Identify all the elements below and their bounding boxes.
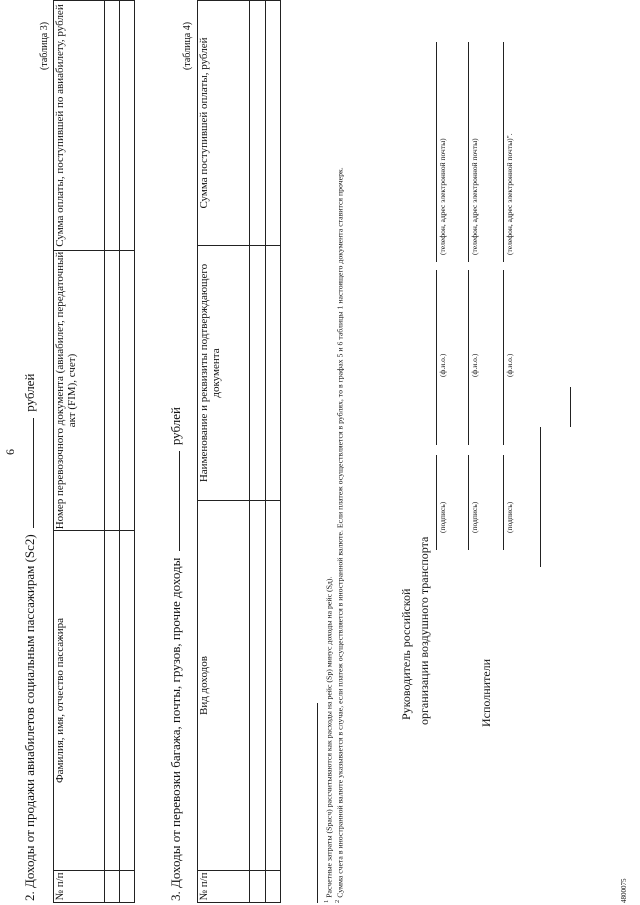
document-code: 4800075 <box>620 878 628 903</box>
executor1-signature-label: (подпись) <box>470 501 479 533</box>
page-number: 6 <box>3 449 17 455</box>
table-4 <box>197 0 281 903</box>
head-contact-label: (телефон, адрес электронной почты) <box>438 138 447 255</box>
footnote-1-mark: 1 <box>323 899 330 903</box>
section3-heading-text: 3. Доходы от перевозки багажа, почты, грузов, прочие доходы <box>168 557 183 901</box>
table3-col-document: Номер перевозочного документа (авиабилет, передаточный акт (FIM), счет) <box>54 251 105 531</box>
head-contact-line <box>436 42 437 262</box>
footnote-1-text: Расчетные затраты (Spacч) рассчитываются как расходы на рейс (Sp) минус доходы на рейс (Sд). <box>324 576 334 898</box>
table-row <box>120 1 135 903</box>
table-row <box>105 1 120 903</box>
executor1-name-label: (ф.и.о.) <box>470 353 479 377</box>
table4-label: (таблица 4) <box>182 21 193 70</box>
section2-heading-suffix: рублей <box>22 373 37 412</box>
executor1-name-line <box>468 270 469 445</box>
footnote-separator <box>317 703 318 903</box>
footnote-2 <box>333 3 346 903</box>
executor2-name-line <box>503 270 504 445</box>
table3-col-amount: Сумма оплаты, поступившей по авиабилету, рублей <box>54 1 105 251</box>
head-name-line <box>436 270 437 445</box>
footnote-2-text: Сумма счета в иностранной валюте указывается в случае, если платеж осуществляется в иностранной валюте. Если платеж осуществляется в рублях, то в графах 5 и 6 таблицы 1 настоящего документа ставится прочерк. <box>335 167 345 898</box>
footnote-2-mark: 2 <box>334 899 341 903</box>
table3-label: (таблица 3) <box>39 21 50 70</box>
section3-amount-blank <box>179 451 180 551</box>
section3-heading <box>168 407 184 901</box>
executor1-contact-label: (телефон, адрес электронной почты) <box>470 138 479 255</box>
closing-line <box>540 427 541 567</box>
table4-header-row <box>198 1 250 903</box>
head-title-line1: Руководитель российской <box>399 588 413 720</box>
executor2-contact-label <box>505 133 514 255</box>
table4-col-number: № п/п <box>198 871 250 903</box>
head-title-line2: организации воздушного транспорта <box>417 536 431 725</box>
executor2-contact-line <box>503 42 504 262</box>
section2-amount-blank <box>33 418 34 528</box>
head-signature-line <box>436 455 437 550</box>
executor2-contact-text: (телефон, адрес электронной почты)". <box>505 133 514 255</box>
section2-heading <box>22 374 38 901</box>
closing-short-line <box>570 387 571 427</box>
executors-title: Исполнители <box>479 658 493 727</box>
table4-col-income-type: Вид доходов <box>198 501 250 871</box>
executor2-name-label: (ф.и.о.) <box>505 353 514 377</box>
head-signature-label: (подпись) <box>438 501 447 533</box>
section3-heading-suffix: рублей <box>168 407 183 446</box>
executor1-contact-line <box>468 42 469 262</box>
table3-col-number: № п/п <box>54 871 105 903</box>
table4-col-document: Наименование и реквизиты подтверждающего документа <box>198 246 250 501</box>
table-3 <box>53 0 135 903</box>
executor2-signature-label: (подпись) <box>505 501 514 533</box>
head-name-label: (ф.и.о.) <box>438 353 447 377</box>
executor1-signature-line <box>468 455 469 550</box>
executor2-signature-line <box>503 455 504 550</box>
table-row <box>266 1 281 903</box>
table3-header-row <box>54 1 105 903</box>
section2-heading-text: 2. Доходы от продажи авиабилетов социальным пассажирам (Sc2) <box>22 534 37 901</box>
table4-col-amount: Сумма поступившей оплаты, рублей <box>198 1 250 246</box>
table3-col-passenger: Фамилия, имя, отчество пассажира <box>54 531 105 871</box>
table-row <box>250 1 266 903</box>
